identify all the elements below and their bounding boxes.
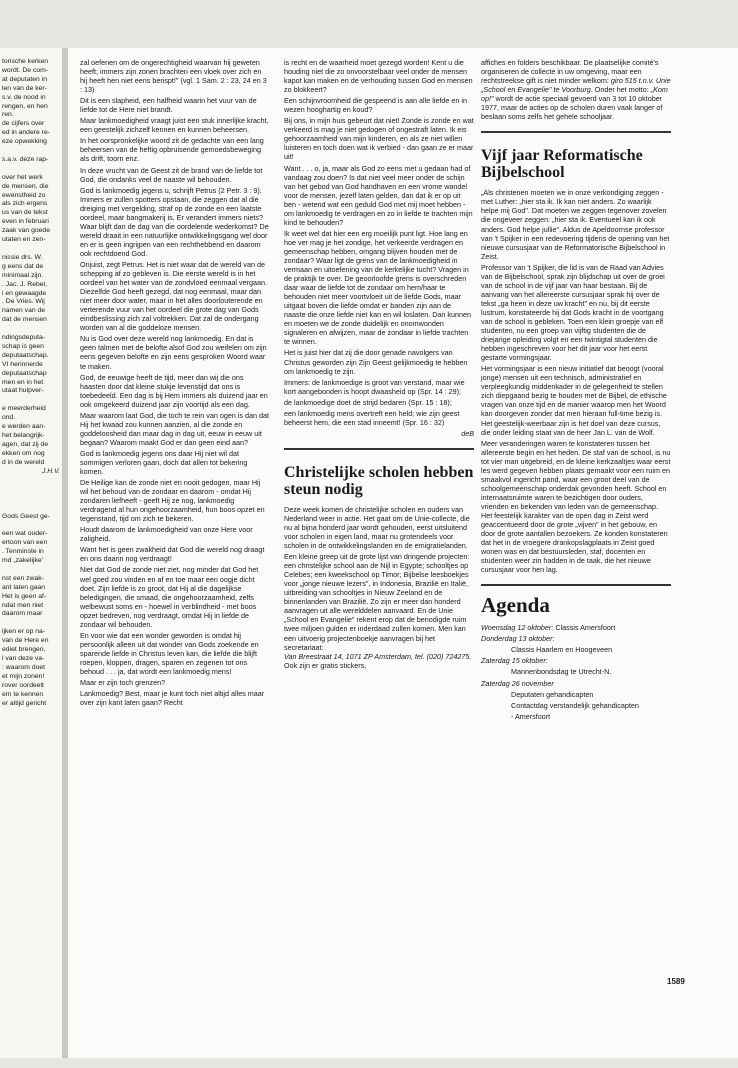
agenda-event: Classis Haarlem en Hoogeveen [511, 645, 613, 655]
facing-page-signature: J.H.V. [41, 467, 60, 475]
section-divider [481, 131, 671, 133]
section-divider [284, 448, 474, 450]
facing-page-line: het belangrijk- [2, 431, 45, 439]
paragraph: Niet dat God de zonde niet ziet, nog minder dat God het wel goed zou vinden en af en toe maar een oogje dicht doet. Zijn liefde is zo groot, dat Hij al die dagelijkse beledigingen, die smaad, die ongehoorzaamheid, zelfs welbewust soms en - hoewel in verblindheid - met boos opzet bedreven, nog verdraagt, omdat Hij in liefde de zondaar wil behouden. [80, 565, 259, 629]
facing-page-line: van de Here en [2, 637, 49, 645]
facing-page-line: . Tenminste in [2, 548, 44, 556]
facing-page-line: er altijd gericht [2, 699, 47, 707]
facing-page-line: len van de ker- [2, 84, 47, 92]
facing-page-line: at deputaten in [2, 75, 47, 83]
paragraph: is recht en de waarheid moet gezegd worden! Kent u die houding niet die zo onvoorstelbaar veel onder de mensen kapot kan maken en de verhouding tussen God en mensen zo blokkeert? [284, 58, 473, 95]
agenda-list [481, 623, 671, 720]
lankmoedigheid-article-continued [284, 58, 474, 427]
facing-page-line: over het werk [2, 173, 43, 181]
agenda-entry [481, 679, 671, 688]
paragraph: Maar waarom laat God, die toch te rein van ogen is dan dat Hij het kwaad zou kunnen aanzien, al die zonde en goddeloosheid dan maar dag in dag uit, eeuw in eeuw uit begaan? Waarom maakt God er dan geen eind aan? [80, 410, 269, 447]
paragraph: Houdt daarom de lankmoedigheid van onze Here voor zaligheid. [80, 525, 253, 544]
paragraph: God, de eeuwige heeft de tijd, meer dan wij die ons haasten door dat kleine stukje levenstijd dat ons is toebedeeld. Een dag is bij Hem immers als duizend jaar en ook omgekeerd duizend jaar zijn voortijd als een dag. [80, 372, 268, 409]
paragraph: Deze week komen de christelijke scholen en ouders van Nederland weer in actie. Het gaat om de Unie-collecte, die nu al bijna honderd jaar wordt gehouden, eerst uitsluitend voor scholen in eigen land, maar nu grotendeels voor scholen in de ontwikkelingslanden en de emigratielanden. [284, 504, 470, 551]
facing-page-line: de cijfers over [2, 120, 45, 128]
agenda-event: Mannenbondsdag te Utrecht-N. [511, 667, 612, 677]
facing-page-line: . Jac. J. Rebel, [2, 280, 47, 288]
collecte-text: affiches en folders beschikbaar. De plaatselijke comité's organiseren de collecte in uw omgeving, maar een rechtstreekse gift is niet minder welkom: [481, 58, 659, 86]
paragraph: Onjuist, zegt Petrus. Het is niet waar dat de wereld van de schepping af zo gebleven is. Die eerste wereld is in het oordeel van het water van de zondvloed eenmaal vergaan. Diezelfde God heeft gezegd, dat nog eenmaal, maar dan niet meer door water, maar in het alles doorlouterende en verterende vuur van het oordeel die grote dag van Gods eindbeslissing zich zal voltrekken. Dat zal de ondergang worden van al die goddeloze mensen. [80, 259, 268, 333]
facing-page-line: d in de wereld [2, 458, 45, 466]
facing-page-text-top [2, 58, 60, 468]
paragraph: In het oorspronkelijke woord zit de gedachte van een lang beheersen van de heftig opbruisende gemoedsbeweging als drift, toorn enz. [80, 136, 264, 164]
facing-page-line: us van de tekst [2, 209, 48, 217]
paragraph: Maar lankmoedigheid vraagt juist een stuk innerlijke kracht, een geestelijk zichzelf kennen en kunnen beheersen. [80, 116, 269, 135]
facing-page-line: als zich ergens [2, 200, 48, 208]
facing-page-line: dat de mensen [2, 316, 47, 324]
paragraph: Ik weet wel dat hier een erg moeilijk punt ligt. Hoe lang en hoe ver mag je het zondige, het verkeerde verdragen en gemeenschap hebben, omgang blijven houden met de zondaar? Waar ligt de grens van de lankmoedigheid in vermaan en uitoefening van de kerkelijke tucht? Vragen in de praktijk te over. De geoorloofde grens is overschreden daar waar de liefde tot de zondaar om hem/haar te behouden niet meer voortvloeit uit de liefde Gods, maar uitgaat boven die liefde omdat er banden zijn aan de naaste die onze liefde niet kan en wil loslaten. Dan kunnen en moeten we de zonde duidelijk en onomwonden signaleren en afwijzen, maar de zondaar in liefde trachten te winnen. [284, 228, 472, 347]
facing-page-column [2, 58, 60, 708]
agenda-entry [481, 656, 671, 665]
motto: „Kom op!" [481, 85, 668, 104]
facing-page-line [2, 396, 60, 405]
facing-page-line: e meerderheid [2, 405, 46, 413]
facing-page-line: rover oordeelt [2, 681, 44, 689]
paragraph: God is lankmoedig jegens u, schrijft Petrus (2 Petr. 3 : 9). Immers er zullen spotters opstaan, die zeggen dat al die dreiging met vergelding, straf op de zonde en een laatste oordeel, maar bangmakerij is. Er verandert immers niets? Waar blijft dan de dag van die oordelende wederkomst? De wereld draait in een natuurlijke ontwikkelingsgang wel door en er is geen ingrijpen van een rechthebbend en daarom ook rechtdoend God. [80, 185, 269, 258]
paragraph: Een schijnvroomheid die gespeend is aan alle liefde en in wezen hooghartig en koud? [284, 96, 468, 115]
facing-page-line: deputaatschap. [2, 351, 49, 359]
facing-page-line [2, 566, 60, 575]
paragraph: Lankmoedig? Best, maar je kunt toch niet altijd alles maar over zijn kant laten gaan? Recht [80, 689, 265, 708]
facing-page-line: utaat hulpver- [2, 387, 44, 395]
facing-page-line: md „zakelijke' [2, 557, 43, 565]
paragraph: Want . . . o, ja, maar als God zo eens met u gedaan had of vandaag zou doen? Is dat niet veel meer onder de schijn van het gebod van God handhaven en een vrome wandel voor de mensen, jezelf laten gelden, dan dat ik er op uit ben - wetend wat een geduld God met mij moet hebben - om lankmoedig te verdragen en zo in liefde te trachten mijn kind te behouden? [284, 163, 473, 227]
facing-page-line: l van deze va- [2, 654, 45, 662]
facing-page-line: Het is geen af- [2, 592, 47, 600]
facing-page-line: s.a.v. deze rap- [2, 155, 49, 163]
secretariat-address: Van Breestraat 14, 1071 ZP Amsterdam, tel. (020) 724275. [284, 651, 472, 661]
facing-page-line: rengen, en hen [2, 102, 48, 110]
facing-page-line: ed in andere re- [2, 129, 50, 137]
facing-page-line: s.v. de nood in [2, 93, 46, 101]
agenda-date: Woensdag 12 oktober: [481, 623, 554, 633]
facing-page-line: ewenstheid zo [2, 191, 46, 199]
agenda-event: Deputaten gehandicapten [511, 689, 594, 699]
lankmoedigheid-article-body [80, 58, 270, 707]
facing-page-line: e werden aan- [2, 423, 46, 431]
facing-page-line [2, 521, 60, 530]
facing-page-line: i en gewaagde [2, 289, 47, 297]
paragraph: Een kleine greep uit de grote lijst van dringende projecten: een christelijke school aan de Nijl in Egypte; schooltjes op Celebes; een kweekschool op Timor; Bijbelse leesboekjes voor „jonge nieuwe lezers", in Indonesia, Brazilië en Italië, uitbreiding van schooltjes in Nieuw Zeeland en de binnenlanden van Brazilië. Zo zijn er meer dan honderd aanvragen uit alle werelddelen aanvaard. En de Unie „School en Evangelie" rekent erop dat de benodigde ruim twee miljoen gulden er inderdaad zullen komen. Men kan een uitvoerig projectenboekje aanvragen bij het secretariaat: [284, 552, 470, 652]
facing-page-line: men en in het [2, 378, 44, 386]
agenda-event: Contactdag verstandelijk gehandicapten [511, 700, 639, 710]
facing-page-line: ertoon van een [2, 539, 48, 547]
bijbelschool-article-title: Vijf jaar Reformatische Bijbelschool [481, 147, 643, 182]
paragraph: „Als christenen moeten we in onze verkondiging zeggen - met Luther: „hier sta ik. Ik kan niet anders. Zo waarlijk helpe mij God". Dat moeten we zeggen tegenover zovelen die ongeveer zeggen: „hier sta ik. Eventueel kan ik ook anders. God helpe jullie". Aldus de Apeldoornse professor van 't Spijker in een redevoering tijdens de opening van het nieuwe cursusjaar van de Reformatorische Bijbelschool in Zeist. [481, 188, 670, 261]
facing-page-line: eze opwekking [2, 138, 47, 146]
agenda-entry [481, 634, 671, 643]
facing-page-line: ond. [2, 414, 16, 422]
bijbelschool-article-body [481, 188, 671, 574]
facing-page-line [2, 325, 60, 334]
paragraph: Professor van 't Spijker, die lid is van de Raad van Advies van de Bijbelschool, sprak zijn blijdschap uit over de groei van de school in de vijf jaar van haar bestaan. Bij de aanvang van het allereerste cursusjaar sprak hij over de tekst „ga heen in deze uw kracht" en nu, bij dit eerste lustrum, konstateerde hij dat Gods kracht in de voortgang van de school is gebleken. Toen een klein groepje van elf studenten, nu een groep van vijftig studenten die de driejarige opleiding volgt en een twintigtal studenten die hebben ingeschreven voor het dit jaar voor het eerst gestarte vormingsjaar. [481, 262, 665, 363]
facing-page [0, 48, 62, 1058]
facing-page-line: daarom maar [2, 610, 43, 618]
facing-page-line: em te kennen [2, 690, 44, 698]
paragraph: En voor wie dat een wonder geworden is omdat hij persoonlijk alleen uit dat wonder van Gods zoekende en sparende liefde in Christus leven kan, die liefde die blijft roepen, kloppen, dragen, sparen en zegenen tot ons behoud . . . ja, dat wordt een lankmoedig mens! [80, 630, 259, 676]
facing-page-line: VI herinnerde [2, 360, 43, 368]
collecte-paragraph [481, 58, 671, 121]
paragraph: God is lankmoedig jegens ons daar Hij niet wil dat sommigen verloren gaan, doch dat allen tot bekering komen. [80, 448, 248, 477]
paragraph: Bij ons, in mijn huis gebeurt dat niet! Zonde is zonde en wat verkeerd is mag je niet gedogen of ongestraft laten. Ik eis gehoorzaamheid van mijn kinderen, en als ze niet willen luisteren en toch doen wat ik verbied - dan gaan ze er maar uit! [284, 116, 474, 162]
facing-page-line: ediet brengen, [2, 646, 46, 654]
scholen-article-body [284, 505, 474, 652]
facing-page-line: ndat men niet [2, 601, 44, 609]
agenda-date: Zaterdag 15 oktober: [481, 656, 548, 666]
facing-page-line: . De Vries. Wij [2, 298, 45, 306]
paragraph: De Heilige kan de zonde niet en nooit gedogen, maar Hij wil het behoud van de zondaar en daarom - omdat Hij zondaren liefheeft - geeft Hij ze nog, lankmoedig verdragend al hun ongehoorzaamheid, hun boos opzet en tegenstand, tijd om zich te bekeren. [80, 478, 265, 524]
facing-page-line: een wat ouder- [2, 530, 48, 538]
paragraph: Meer veranderingen waren te konstateren tussen het allereerste begin en het heden. De staf van de school, is nu tot vier man uitgebreid, en de kleine kerkzaaltjes waar eerst les werd gegeven hebben plaats gemaakt voor een ruim en smaakvol ingericht pand, waar een groot deel van de schoolgemeenschap onderdak gevonden heeft. School en internaatsruimte waren te bezichtigen door ouders, vrienden en bekenden van leden van de gemeenschap. Het feestelijk karakter van de open dag in Zeist werd geaccentueerd door de grote „vijven" in het gebouw, en door de grote aantallen bezoekers. Ze konden konstateren dat het in de vroegere drankopslagplaats in Zeist goed wonen was en dat bestuursleden, staf, docenten en studenten weer zin hadden in de taak, die het nieuwe cursusjaar voor hen lag. [481, 438, 671, 575]
paragraph: zal oefenen om de ongerechtigheid waarvan hij geweten heeft; immers zijn zonen brachten een vloek over zich en hij heeft hen niet eens berispt!" (vgl. 1 Sam. 2 : 23, 24 en 3 : 13) [80, 58, 267, 95]
agenda-date: Zaterdag 26 november [481, 678, 554, 688]
agenda-entry [481, 623, 671, 632]
scholen-article-tail: Ook zijn er gratis stickers, [284, 660, 367, 670]
facing-page-line: de mensen, die [2, 182, 49, 190]
facing-page-line: ijken er op na- [2, 628, 46, 636]
scholen-article-address-line [284, 652, 474, 670]
facing-page-line: minimaal zijn. [2, 271, 44, 279]
facing-page-line: nissie drs. W. [2, 253, 43, 261]
facing-page-line: agen, dat zij de [2, 440, 49, 448]
paragraph: In deze vrucht van de Geest zit de brand van de liefde tot God, die ondanks veel de naaste wil behouden. [80, 165, 263, 184]
column-2 [284, 58, 474, 670]
paragraph: een lankmoedig mens overtreft een held; wie zijn geest beheerst hem, die een stad inneemt! (Spr. 16 : 32) [284, 408, 460, 427]
paragraph: Want het is geen zwakheid dat God die wereld nog draagt en ons daarin nog verdraagt! [80, 545, 265, 564]
facing-page-line [2, 245, 60, 254]
facing-page-text-bottom [2, 513, 60, 709]
facing-page-line: Gods Geest ge- [2, 512, 50, 520]
facing-page-line: utaten en zen- [2, 236, 46, 244]
facing-page-line [2, 147, 60, 156]
column-1 [80, 58, 270, 707]
section-divider [481, 584, 671, 586]
agenda-event: - Amersfoort [511, 711, 551, 721]
facing-page-line: deputaatschap [2, 369, 47, 377]
paragraph: de lankmoedige doet de strijd bedaren (Spr. 15 : 18); [284, 397, 452, 407]
facing-page-line: ren. [2, 111, 14, 119]
facing-page-line: ekken om nog [2, 449, 45, 457]
facing-page-line: ant laten gaan [2, 583, 46, 591]
paragraph: Dit is een slapheid, een halfheid waarin het vuur van de liefde tot de Here niet brandt. [80, 96, 257, 115]
agenda-event: Classis Amersfoort [553, 623, 616, 633]
paragraph: Het is juist hier dat zij die door genade navolgers van Christus geworden zijn Zijn Geest gelijkmoedig te hebben om lankmoedig te zijn. [284, 348, 468, 376]
facing-page-line: namen van de [2, 307, 46, 315]
facing-page-line: g eens dat de [2, 262, 44, 270]
facing-page-line: et mijn zonen! [2, 672, 45, 680]
paragraph: Maar er zijn toch grenzen? [80, 678, 166, 688]
facing-page-line: ndingsdeputa- [2, 334, 46, 342]
column-3 [481, 58, 671, 721]
facing-page-line: schap is geen [2, 342, 44, 350]
facing-page-line: torische kerken [2, 58, 49, 65]
paragraph: Nu is God over deze wereld nog lankmoedig. En dat is geen talmen met de belofte alsof God zou weifelen om zijn eens gegeven belofte en zijn eens gesproken Woord waar te maken. [80, 334, 267, 371]
paragraph: Immers: de lankmoedige is groot van verstand, maar wie kort aangebonden is hoopt dwaasheid op (Spr. 14 : 29); [284, 377, 465, 396]
author-signature: deB [461, 428, 474, 438]
facing-page-line: nst een zwak- [2, 574, 44, 582]
facing-page-line: wordt. De com- [2, 66, 49, 74]
agenda-date: Donderdag 13 oktober: [481, 634, 555, 644]
scholen-article-title: Christelijke scholen hebben steun nodig [284, 463, 474, 498]
paragraph: Het vormingsjaar is een nieuw initiatief dat beoogt (vooral jonge) mensen uit een technisch, administratief en verpleegkundig middenkader in de gelegenheid te stellen zich diepgaand bezig te houden met de Bijbel, de ethische vragen van onze tijd en de manier waarop men het Woord kan doorgeven zonder dat men hieraan full-time bezig is. Het geestelijk-weerbaar zijn is het doel van deze cursus, die onder leiding staat van de heer Jan L. van de Wolf. [481, 364, 667, 437]
collecte-rest: wordt de actie speciaal gevoerd van 3 tot 10 oktober 1977, maar de acties op de scholen duren vaak langer of beslaan soms zelfs het gehele schooljaar. [481, 94, 663, 122]
facing-page-line [2, 619, 60, 628]
agenda-title: Agenda [481, 593, 550, 618]
giro-number: giro 515 t.n.v. Unie „School en Evangelie" te Voorburg. [481, 76, 671, 95]
motto-prefix: Onder het motto: [592, 85, 649, 95]
facing-page-line [2, 165, 60, 174]
facing-page-line: : waarom doet [2, 663, 46, 671]
page-number: 1589 [667, 977, 685, 986]
facing-page-line: zaak van goede [2, 227, 50, 235]
facing-page-line: even in februari [2, 218, 49, 226]
